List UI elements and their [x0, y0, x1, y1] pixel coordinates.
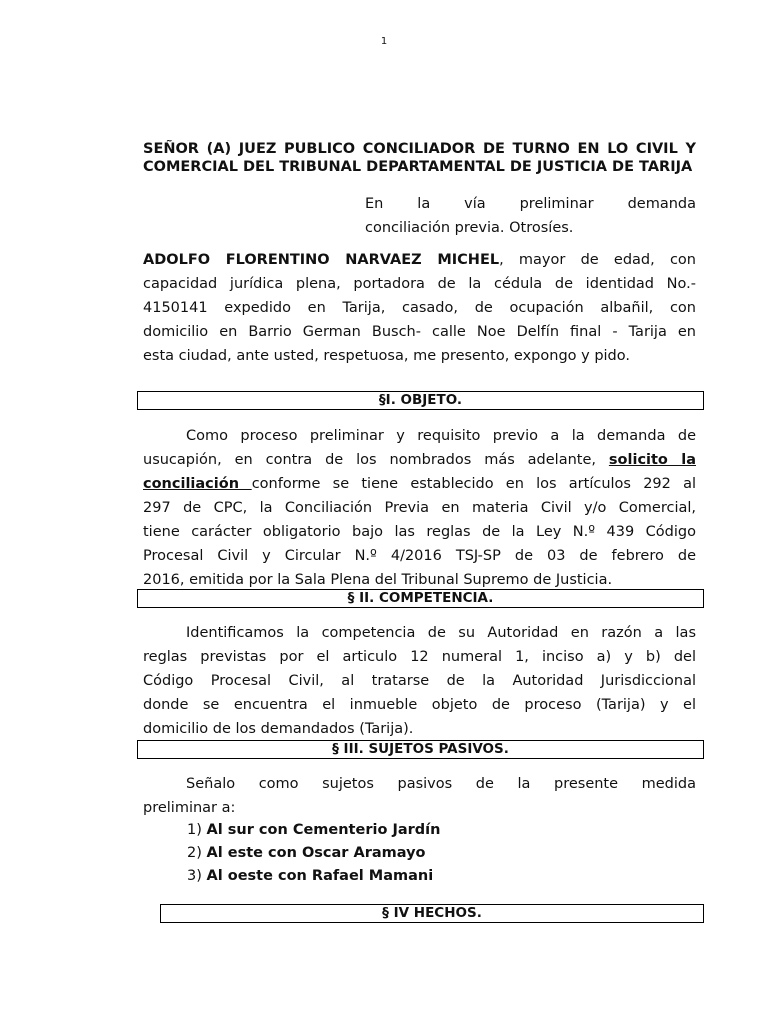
sujetos-paragraph	[143, 772, 696, 820]
list-item: 3) Al oeste con Rafael Mamani	[187, 868, 434, 884]
list-item: 1) Al sur con Cementerio Jardín	[187, 822, 441, 838]
competencia-line: reglas previstas por el articulo 12 numeral 1, inciso a) y b) del	[143, 649, 696, 665]
objeto-line: tiene carácter obligatorio bajo las reglas de la Ley N.º 439 Código	[143, 524, 696, 540]
subject-line: conciliación previa. Otrosíes.	[365, 220, 574, 236]
objeto-paragraph	[143, 424, 696, 592]
objeto-line: Procesal Civil y Circular N.º 4/2016 TSJ-SP de 03 de febrero de	[143, 548, 696, 564]
section-heading-competencia: § II. COMPETENCIA.	[137, 589, 704, 608]
sujetos-line: preliminar a:	[143, 800, 236, 816]
competencia-paragraph	[143, 621, 696, 741]
emphasis-text: conciliación	[143, 476, 252, 492]
competencia-line: Código Procesal Civil, al tratarse de la Autoridad Jurisdiccional	[143, 673, 696, 689]
objeto-line: Como proceso preliminar y requisito previo a la demanda de	[186, 428, 696, 444]
emphasis-text: solicito la	[608, 452, 696, 468]
plaintiff-name: ADOLFO FLORENTINO NARVAEZ MICHEL	[143, 252, 500, 268]
page-number: 1	[380, 36, 388, 47]
intro-paragraph	[143, 248, 696, 368]
objeto-line: 297 de CPC, la Conciliación Previa en materia Civil y/o Comercial,	[143, 500, 696, 516]
subject-summary	[365, 192, 696, 240]
intro-line: 4150141 expedido en Tarija, casado, de ocupación albañil, con	[143, 300, 696, 316]
objeto-line: usucapión, en contra de los nombrados más adelante,	[143, 452, 609, 468]
intro-line: , mayor de edad, con	[499, 252, 696, 268]
intro-line: capacidad jurídica plena, portadora de la cédula de identidad No.-	[143, 276, 696, 292]
section-heading-hechos: § IV HECHOS.	[160, 904, 704, 923]
list-item: 2) Al este con Oscar Aramayo	[187, 845, 426, 861]
section-heading-sujetos: § III. SUJETOS PASIVOS.	[137, 740, 704, 759]
competencia-line: domicilio de los demandados (Tarija).	[143, 721, 414, 737]
objeto-line: 2016, emitida por la Sala Plena del Tribunal Supremo de Justicia.	[143, 572, 613, 588]
intro-line: domicilio en Barrio German Busch- calle Noe Delfín final - Tarija en	[143, 324, 696, 340]
competencia-line: Identificamos la competencia de su Autoridad en razón a las	[186, 625, 696, 641]
sujetos-line: Señalo como sujetos pasivos de la presente medida	[186, 776, 696, 792]
objeto-line: conforme se tiene establecido en los artículos 292 al	[251, 476, 696, 492]
competencia-line: donde se encuentra el inmueble objeto de proceso (Tarija) y el	[143, 697, 696, 713]
intro-line: esta ciudad, ante usted, respetuosa, me presento, expongo y pido.	[143, 348, 630, 364]
subject-line: En la vía preliminar demanda	[365, 196, 696, 212]
document-heading: SEÑOR (A) JUEZ PUBLICO CONCILIADOR DE TURNO EN LO CIVIL Y COMERCIAL DEL TRIBUNAL DEPARTAMENTAL DE JUSTICIA DE TARIJA	[143, 141, 696, 175]
section-heading-objeto: §I. OBJETO.	[137, 391, 704, 410]
sujetos-list	[187, 819, 440, 888]
